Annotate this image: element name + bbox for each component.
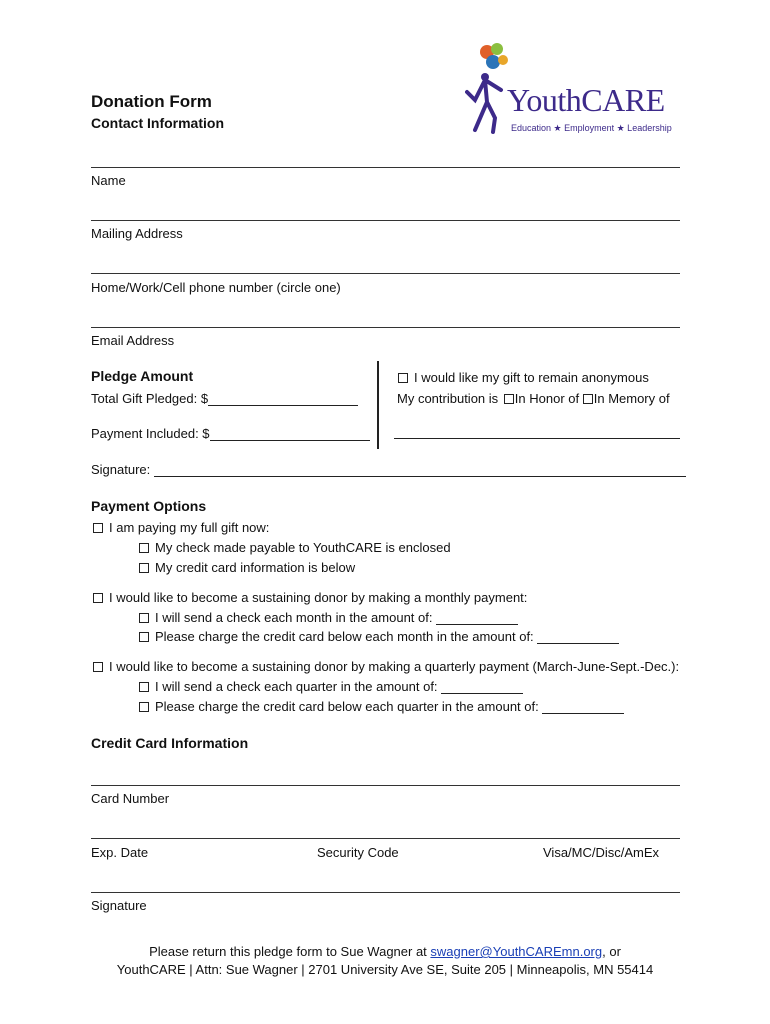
footer-return-text: Please return this pledge form to Sue Wagner at <box>149 944 427 959</box>
full-gift-label: I am paying my full gift now: <box>109 520 270 535</box>
total-pledged[interactable] <box>91 391 358 406</box>
check-enclosed-option[interactable] <box>139 540 451 555</box>
contact-heading: Contact Information <box>91 115 224 131</box>
form-title: Donation Form <box>91 92 212 111</box>
exp-line[interactable] <box>91 838 680 839</box>
credit-heading: Credit Card Information <box>91 735 249 751</box>
cc-signature-label: Signature <box>91 898 147 913</box>
monthly-label: I would like to become a sustaining donor by making a monthly payment: <box>109 590 528 605</box>
card-number-line[interactable] <box>91 785 680 786</box>
check-enclosed-label: My check made payable to YouthCARE is enclosed <box>155 540 451 555</box>
footer-address: YouthCARE | Attn: Sue Wagner | 2701 University Ave SE, Suite 205 | Minneapolis, MN 55414 <box>116 962 654 977</box>
in-honor-label: In Honor of <box>514 391 580 406</box>
full-gift-checkbox[interactable] <box>93 523 103 533</box>
payment-included-label: Payment Included: $ <box>91 426 210 441</box>
monthly-checkbox[interactable] <box>93 593 103 603</box>
quarterly-check-label: I will send a check each quarter in the amount of: <box>155 679 438 694</box>
quarterly-cc-label: Please charge the credit card below each quarter in the amount of: <box>155 699 539 714</box>
quarterly-check-checkbox[interactable] <box>139 682 149 692</box>
cc-below-option[interactable] <box>139 560 355 575</box>
card-type-label: Visa/MC/Disc/AmEx <box>543 845 660 860</box>
mailing-line[interactable] <box>91 220 680 221</box>
email-line[interactable] <box>91 327 680 328</box>
in-honor-checkbox[interactable] <box>504 394 514 404</box>
contribution-label: My contribution is <box>397 391 499 406</box>
anonymous-label: I would like my gift to remain anonymous <box>414 370 649 385</box>
quarterly-check-option[interactable] <box>139 679 523 694</box>
cc-below-checkbox[interactable] <box>139 563 149 573</box>
logo-text: YouthCARE <box>507 82 665 118</box>
anonymous-option[interactable] <box>398 370 649 385</box>
monthly-option[interactable] <box>93 590 527 605</box>
cc-below-label: My credit card information is below <box>155 560 356 575</box>
contribution-option <box>397 391 670 406</box>
monthly-check-label: I will send a check each month in the amount of: <box>155 610 433 625</box>
monthly-check-option[interactable] <box>139 610 518 625</box>
quarterly-label: I would like to become a sustaining donor by making a quarterly payment (March-June-Sept.-Dec.): <box>109 659 680 674</box>
quarterly-cc-option[interactable] <box>139 699 624 714</box>
exp-label: Exp. Date <box>91 845 149 860</box>
quarterly-cc-checkbox[interactable] <box>139 702 149 712</box>
logo-tagline: Education ★ Employment ★ Leadership <box>511 123 672 133</box>
honoree-line[interactable] <box>394 438 680 439</box>
security-label: Security Code <box>317 845 399 860</box>
pledge-signature-label: Signature: <box>91 462 151 477</box>
in-memory-label: In Memory of <box>593 391 670 406</box>
quarterly-option[interactable] <box>93 659 679 674</box>
phone-line[interactable] <box>91 273 680 274</box>
check-enclosed-checkbox[interactable] <box>139 543 149 553</box>
pledge-divider <box>377 361 379 449</box>
monthly-check-checkbox[interactable] <box>139 613 149 623</box>
email-label: Email Address <box>91 333 175 348</box>
phone-label: Home/Work/Cell phone number (circle one) <box>91 280 341 295</box>
monthly-cc-checkbox[interactable] <box>139 632 149 642</box>
monthly-cc-label: Please charge the credit card below each month in the amount of: <box>155 629 534 644</box>
footer-line1 <box>0 944 770 959</box>
name-label: Name <box>91 173 126 188</box>
total-pledged-label: Total Gift Pledged: $ <box>91 391 209 406</box>
footer-or-text: , or <box>602 944 621 959</box>
cc-signature-line[interactable] <box>91 892 680 893</box>
payment-included[interactable] <box>91 426 370 441</box>
full-gift-option[interactable] <box>93 520 269 535</box>
payment-heading: Payment Options <box>91 498 207 514</box>
youthcare-logo <box>465 40 680 140</box>
pledge-signature[interactable] <box>91 462 686 477</box>
footer-email-link[interactable]: swagner@YouthCAREmn.org <box>430 944 603 959</box>
card-number-label: Card Number <box>91 791 170 806</box>
pledge-heading: Pledge Amount <box>91 368 194 384</box>
quarterly-checkbox[interactable] <box>93 662 103 672</box>
anonymous-checkbox[interactable] <box>398 373 408 383</box>
in-memory-checkbox[interactable] <box>583 394 593 404</box>
mailing-label: Mailing Address <box>91 226 183 241</box>
monthly-cc-option[interactable] <box>139 629 619 644</box>
